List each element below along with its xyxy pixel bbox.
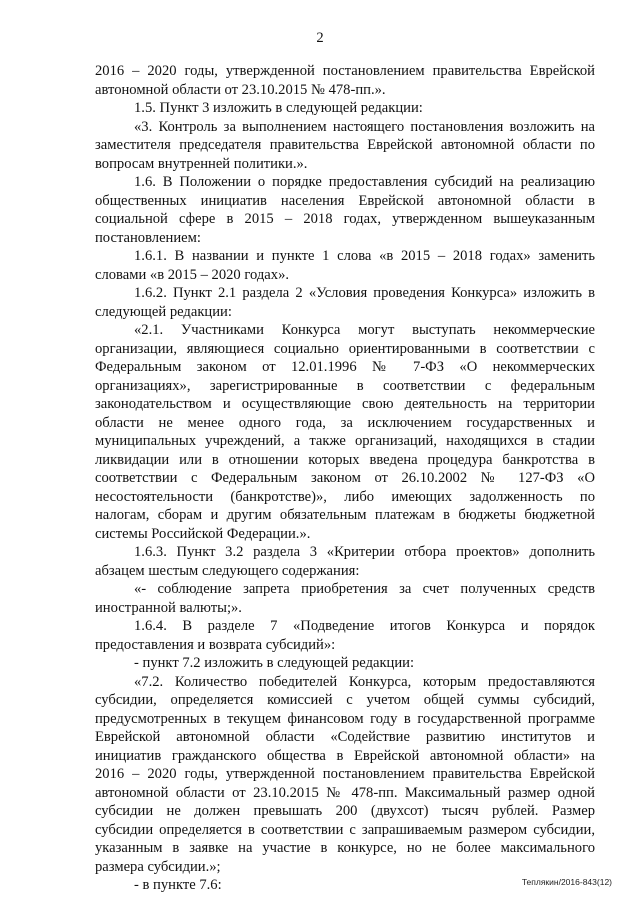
text-line: инициатив гражданского общества в Еврейской автономной области» на bbox=[95, 747, 595, 764]
text-line: 1.6.2. Пункт 2.1 раздела 2 «Условия проведения Конкурса» изложить в bbox=[134, 285, 595, 301]
text-line: законодательством и осуществляющие свою деятельность на территории bbox=[95, 396, 595, 412]
text-line: соответствии с Федеральным законом от 26.10.2002 № 127-ФЗ «О bbox=[95, 470, 595, 486]
text-line: предусмотренных в текущем финансовом году в государственной программе bbox=[95, 710, 595, 727]
text-line: Еврейской автономной области «Содействие развитию институтов и bbox=[95, 729, 595, 745]
text-line: вопросам внутренней политики.». bbox=[95, 155, 308, 172]
text-line: размера субсидии.»; bbox=[95, 858, 221, 875]
text-line: 1.6.3. Пункт 3.2 раздела 3 «Критерии отбора проектов» дополнить bbox=[134, 544, 595, 560]
text-line: 1.6.4. В разделе 7 «Подведение итогов Конкурса и порядок bbox=[134, 618, 595, 634]
text-line: - в пункте 7.6: bbox=[134, 877, 222, 893]
text-line: субсидии, определяется комиссией с учетом общей суммы субсидий, bbox=[95, 692, 595, 708]
text-line: «7.2. Количество победителей Конкурса, которым предоставляются bbox=[134, 673, 595, 690]
body-text bbox=[95, 62, 595, 895]
text-line: субсидии не должен превышать 200 (двухсот) тысяч рублей. Размер bbox=[95, 803, 595, 819]
text-line: 2016 – 2020 годы, утвержденной постановлением правительства Еврейской bbox=[95, 63, 595, 79]
text-line: постановлением: bbox=[95, 229, 201, 246]
text-line: области не менее одного года, за исключением государственных и bbox=[95, 414, 595, 431]
text-line: несостоятельности (банкротстве)», либо имеющих задолженность по bbox=[95, 488, 595, 505]
text-line: 1.5. Пункт 3 изложить в следующей редакции: bbox=[134, 100, 423, 116]
text-line: заместителя председателя правительства Еврейской автономной области по bbox=[95, 137, 595, 153]
text-line: 2016 – 2020 годы, утвержденной постановлением правительства Еврейской bbox=[95, 766, 595, 782]
text-line: словами «в 2015 – 2020 годах». bbox=[95, 266, 290, 283]
text-line: социальной сфере в 2015 – 2018 годах, утвержденном вышеуказанным bbox=[95, 211, 595, 227]
text-line: «3. Контроль за выполнением настоящего постановления возложить на bbox=[134, 118, 595, 135]
text-line: системы Российской Федерации.». bbox=[95, 525, 311, 542]
text-line: муниципальных учреждений, а также организаций, находящихся в стадии bbox=[95, 433, 595, 449]
text-line: автономной области от 23.10.2015 № 478-пп.». bbox=[95, 81, 386, 98]
text-line: организации, являющиеся социально ориентированными в соответствии с bbox=[95, 340, 595, 357]
text-line: иностранной валюты;». bbox=[95, 599, 242, 616]
text-line: «- соблюдение запрета приобретения за счет полученных средств bbox=[134, 581, 595, 597]
text-line: следующей редакции: bbox=[95, 303, 232, 320]
text-line: 1.6.1. В названии и пункте 1 слова «в 2015 – 2018 годах» заменить bbox=[134, 248, 595, 264]
text-line: «2.1. Участниками Конкурса могут выступать некоммерческие bbox=[134, 322, 595, 338]
text-line: - пункт 7.2 изложить в следующей редакции: bbox=[134, 655, 415, 671]
text-line: субсидии определяется в соответствии с запрашиваемым размером субсидии, bbox=[95, 821, 595, 838]
text-line: Федеральным законом от 12.01.1996 № 7-ФЗ «О некоммерческих bbox=[95, 359, 595, 375]
page-number: 2 bbox=[316, 30, 324, 46]
text-line: организациях», зарегистрированные в соответствии с федеральным bbox=[95, 377, 595, 394]
text-line: общественных инициатив населения Еврейской автономной области в bbox=[95, 192, 595, 209]
text-line: ликвидации или в отношении которых введена процедура банкротства в bbox=[95, 451, 595, 468]
text-line: предоставления и возврата субсидий»: bbox=[95, 636, 336, 653]
text-line: 1.6. В Положении о порядке предоставления субсидий на реализацию bbox=[134, 174, 595, 190]
text-line: автономной области от 23.10.2015 № 478-пп. Максимальный размер одной bbox=[95, 784, 595, 801]
text-line: абзацем шестым следующего содержания: bbox=[95, 562, 360, 579]
text-line: налогам, сборам и другим обязательным платежам в бюджеты бюджетной bbox=[95, 507, 595, 523]
footer-reference: Теплякин/2016-843(12) bbox=[521, 877, 612, 887]
text-line: указанным в заявке на участие в конкурсе, но не более максимального bbox=[95, 840, 595, 856]
